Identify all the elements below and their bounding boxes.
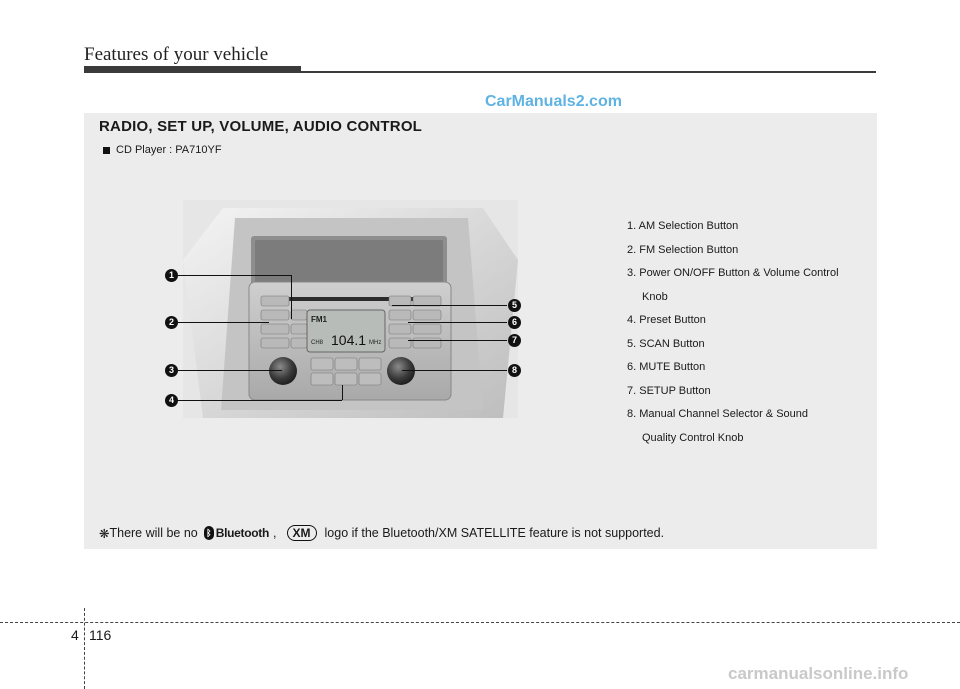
legend-item: 4. Preset Button (627, 314, 706, 326)
section-title: RADIO, SET UP, VOLUME, AUDIO CONTROL (99, 118, 423, 135)
footnote-comma: , (273, 526, 277, 540)
volume-knob (269, 357, 297, 385)
watermark-bottom: carmanualsonline.info (728, 664, 909, 683)
legend-item: 3. Power ON/OFF Button & Volume Control (627, 267, 839, 279)
callout-number-8: 8 (508, 364, 521, 377)
footnote-text-after: logo if the Bluetooth/XM SATELLITE feature is not supported. (324, 526, 665, 540)
callout-line-5 (392, 305, 507, 306)
legend-item-continuation: Quality Control Knob (642, 431, 744, 444)
callout-line-4 (176, 400, 342, 401)
bluetooth-logo-text: Bluetooth (215, 526, 270, 540)
bluetooth-icon: ᛒ (204, 526, 214, 540)
legend-item: 5. SCAN Button (627, 337, 705, 350)
lcd-band-label: FM1 (311, 315, 327, 324)
legend-item: 2. FM Selection Button (627, 243, 739, 256)
callout-line-7 (408, 340, 507, 341)
legend-list (627, 215, 877, 450)
subtitle-text: CD Player : PA710YF (116, 144, 222, 156)
watermark-top: CarManuals2.com (485, 93, 622, 110)
callout-line-3 (176, 370, 282, 371)
page-header-title: Features of your vehicle (84, 44, 269, 65)
callout-line-6 (408, 322, 507, 323)
callout-line-4-rise (342, 385, 343, 400)
xm-logo-text: XM (292, 526, 311, 540)
lcd-frequency: 104.1 (331, 332, 367, 348)
callout-line-8 (402, 370, 507, 371)
callout-line-1-drop (291, 275, 292, 319)
xm-logo (287, 525, 317, 541)
header-rule (84, 71, 876, 73)
callout-number-3: 3 (165, 364, 178, 377)
bluetooth-logo (204, 526, 269, 540)
tune-knob (387, 357, 415, 385)
radio-unit-illustration (183, 200, 518, 418)
callout-number-6: 6 (508, 316, 521, 329)
lcd-unit: MHz (369, 340, 382, 346)
footer-rule (0, 622, 960, 623)
lcd-channel-label: CH8 (311, 340, 324, 346)
square-bullet-icon (103, 147, 110, 154)
footnote-text-before: There will be no (109, 526, 198, 540)
legend-item-continuation: Knob (642, 290, 668, 303)
callout-number-5: 5 (508, 299, 521, 312)
callout-line-2 (176, 322, 269, 323)
callout-line-1 (176, 275, 291, 276)
legend-item: 7. SETUP Button (627, 384, 711, 397)
footnote-mark-icon: ❋ (99, 526, 110, 541)
footnote (99, 525, 664, 541)
callout-number-4: 4 (165, 394, 178, 407)
page-number: 116 (89, 627, 112, 643)
section-subtitle (103, 144, 222, 156)
legend-item: 6. MUTE Button (627, 361, 706, 373)
legend-item: 1. AM Selection Button (627, 220, 739, 232)
callout-number-1: 1 (165, 269, 178, 282)
footer-divider (84, 608, 85, 689)
chapter-number: 4 (71, 627, 79, 643)
callout-number-2: 2 (165, 316, 178, 329)
callout-number-7: 7 (508, 334, 521, 347)
legend-item: 8. Manual Channel Selector & Sound (627, 408, 809, 420)
